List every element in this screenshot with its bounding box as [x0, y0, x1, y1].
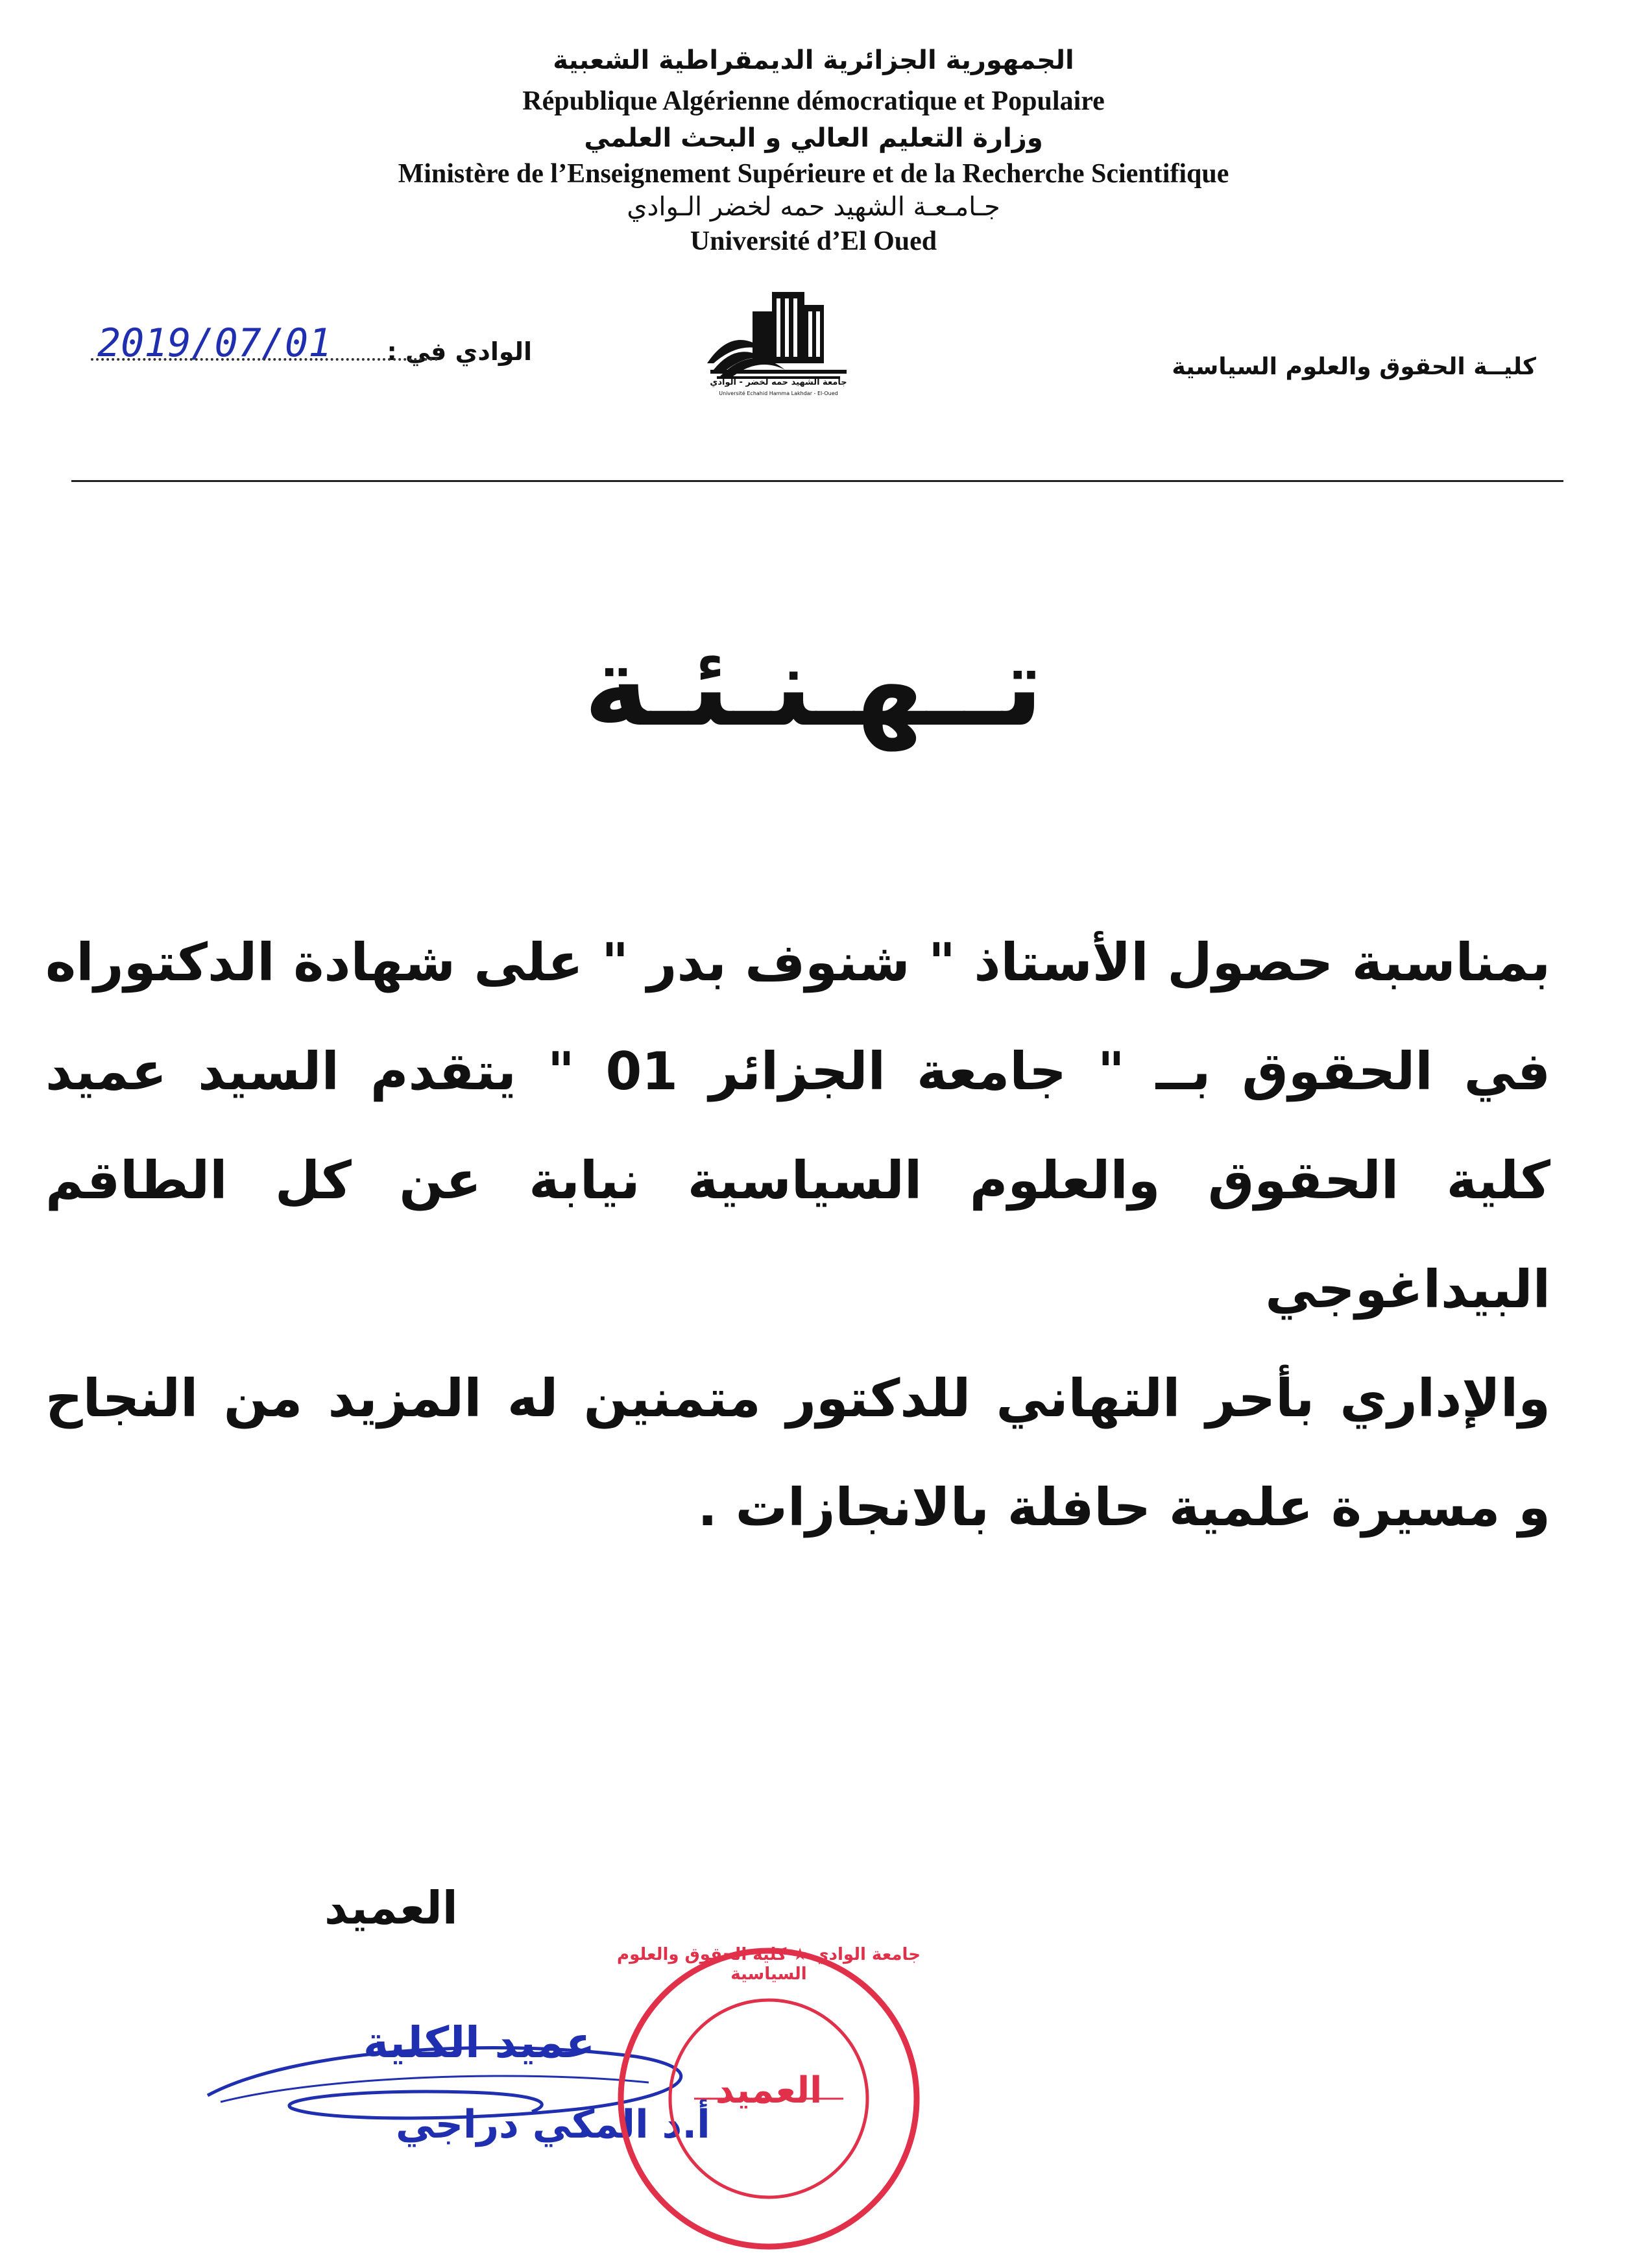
body-paragraph — [45, 908, 1550, 1562]
body-line: والإداري بأحر التهاني للدكتور متمنين له المزيد من النجاح — [45, 1368, 1550, 1429]
ministry-fr: Ministère de l’Enseignement Supérieure et de la Recherche Scientifique — [398, 159, 1229, 189]
signature-name-handwritten: أ.د المكي دراجي — [396, 2102, 710, 2147]
date-handwritten: 2019/07/01 — [97, 320, 332, 366]
body-line: كلية الحقوق والعلوم السياسية نيابة عن كل الطاقم البيداغوجي — [45, 1150, 1550, 1320]
university-logo — [701, 279, 856, 409]
stamp-center-text: العميد — [715, 2069, 823, 2112]
signatory-role: العميد — [324, 1881, 458, 1935]
body-line: بمناسبة حصول الأستاذ " شنوف بدر " على شهادة الدكتوراه — [45, 932, 1550, 993]
logo-caption-ar: جامعة الشهيد حمه لخضر - الوادي — [710, 378, 847, 387]
faculty-name: كليــة الحقوق والعلوم السياسية — [1172, 354, 1536, 380]
logo-caption-fr: Université Echahid Hamma Lakhdar - El-Oued — [719, 391, 838, 396]
document-title: تــهـنـئـة — [583, 623, 1044, 751]
university-fr: Université d’El Oued — [690, 226, 937, 256]
ministry-ar: وزارة التعليم العالي و البحث العلمي — [584, 123, 1043, 153]
body-line: في الحقوق بــ " جامعة الجزائر 01 " يتقدم السيد عميد — [45, 1041, 1551, 1102]
date-block — [91, 318, 532, 376]
signature-title-handwritten: عميد الكلية — [363, 2018, 596, 2068]
date-dotted-line — [91, 358, 438, 361]
body-line: و مسيرة علمية حافلة بالانجازات . — [697, 1477, 1550, 1538]
university-ar: جـامـعـة الشهيد حمه لخضر الـوادي — [627, 192, 1000, 222]
republic-fr: République Algérienne démocratique et Populaire — [522, 86, 1105, 116]
header-divider — [71, 480, 1563, 482]
official-stamp — [610, 1940, 928, 2258]
republic-ar: الجمهورية الجزائرية الديمقراطية الشعبية — [553, 45, 1074, 75]
date-label: الوادي في : — [387, 337, 532, 366]
stamp-outer-text: جامعة الوادي ★ كلية الحقوق والعلوم السياسية — [617, 1945, 921, 1984]
